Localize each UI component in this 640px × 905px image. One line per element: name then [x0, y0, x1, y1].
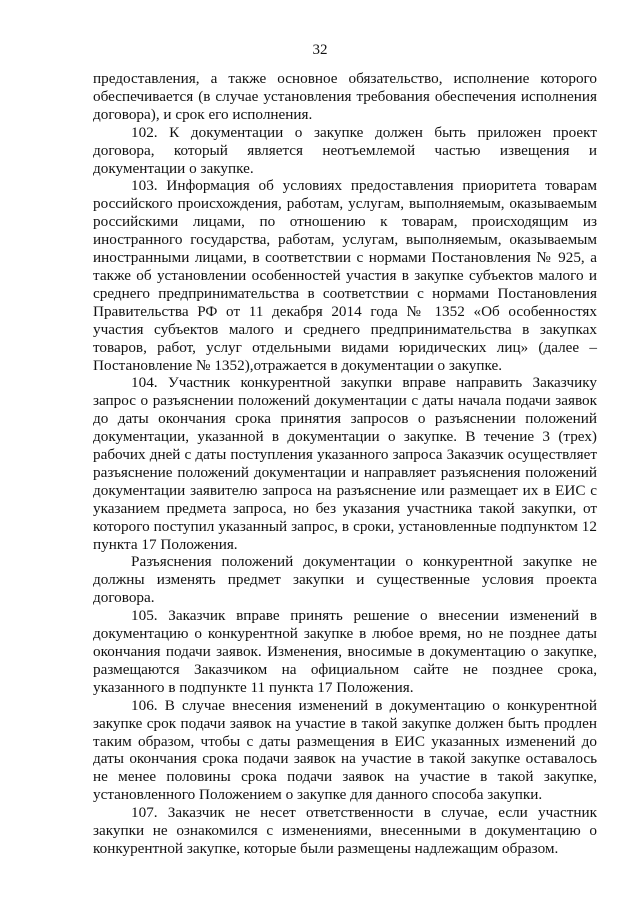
page-number: 32 — [312, 42, 328, 58]
paragraph-107: 107. Заказчик не несет ответственности в случае, если участник закупки не ознакомился с изменениями, внесенными в документацию о конкурентной закупке, которые были размещены надлежащим образом. — [93, 804, 597, 857]
paragraph-102: 102. К документации о закупке должен быть приложен проект договора, который является неотъемлемой частью извещения и документации о закупке. — [93, 123, 597, 177]
paragraph-104: 104. Участник конкурентной закупки вправе направить Заказчику запрос о разъяснении положений документации с даты начала подачи заявок до даты окончания срока принятия запросов о разъяснении положений документации, указанной в документации о закупке. В течение 3 (трех) рабочих дней с даты поступления указанного запроса Заказчик осуществляет разъяснение положений документации и направляет разъяснения положений документации заявителю запроса на разъяснение или размещает их в ЕИС с указанием предмета запроса, но без указания участника такой закупки, от которого поступил указанный запрос, в сроки, установленные подпунктом 12 пункта 17 Положения. — [93, 374, 597, 553]
paragraph-103: 103. Информация об условиях предоставления приоритета товарам российского происхождения, работам, услугам, выполняемым, оказываемым российскими лицами, по отношению к товарам, происходящим из иностранного государства, работам, услугам, выполняемым, оказываемым иностранными лицами, в соответствии с нормами Постановления № 925, а также об установлении особенностей участия в закупке субъектов малого и среднего предпринимательства в соответствии с нормами Постановления Правительства РФ от 11 декабря 2014 года № 1352 «Об особенностях участия субъектов малого и среднего предпринимательства в закупках товаров, работ, услуг отдельными видами юридических лиц» (далее – Постановление № 1352),отражается в документации о закупке. — [93, 177, 597, 374]
document-body — [93, 70, 597, 858]
paragraph-continuation: предоставления, а также основное обязательство, исполнение которого обеспечивается (в случае установления требования обеспечения исполнения договора), и срок его исполнения. — [93, 70, 597, 123]
paragraph-106: 106. В случае внесения изменений в документацию о конкурентной закупке срок подачи заявок на участие в такой закупке должен быть продлен таким образом, чтобы с даты размещения в ЕИС указанных изменений до даты окончания срока подачи заявок на участие в такой закупке оставалось не менее половины срока подачи заявок на участие в такой закупке, установленного Положением о закупке для данного способа закупки. — [93, 696, 597, 804]
paragraph-105: 105. Заказчик вправе принять решение о внесении изменений в документацию о конкурентной закупке в любое время, но не позднее даты окончания подачи заявок. Изменения, вносимые в документацию о закупке, размещаются Заказчиком на официальном сайте не позднее срока, указанного в подпункте 11 пункта 17 Положения. — [93, 607, 597, 696]
paragraph-104-clarification: Разъяснения положений документации о конкурентной закупке не должны изменять предмет закупки и существенные условия проекта договора. — [93, 553, 597, 607]
